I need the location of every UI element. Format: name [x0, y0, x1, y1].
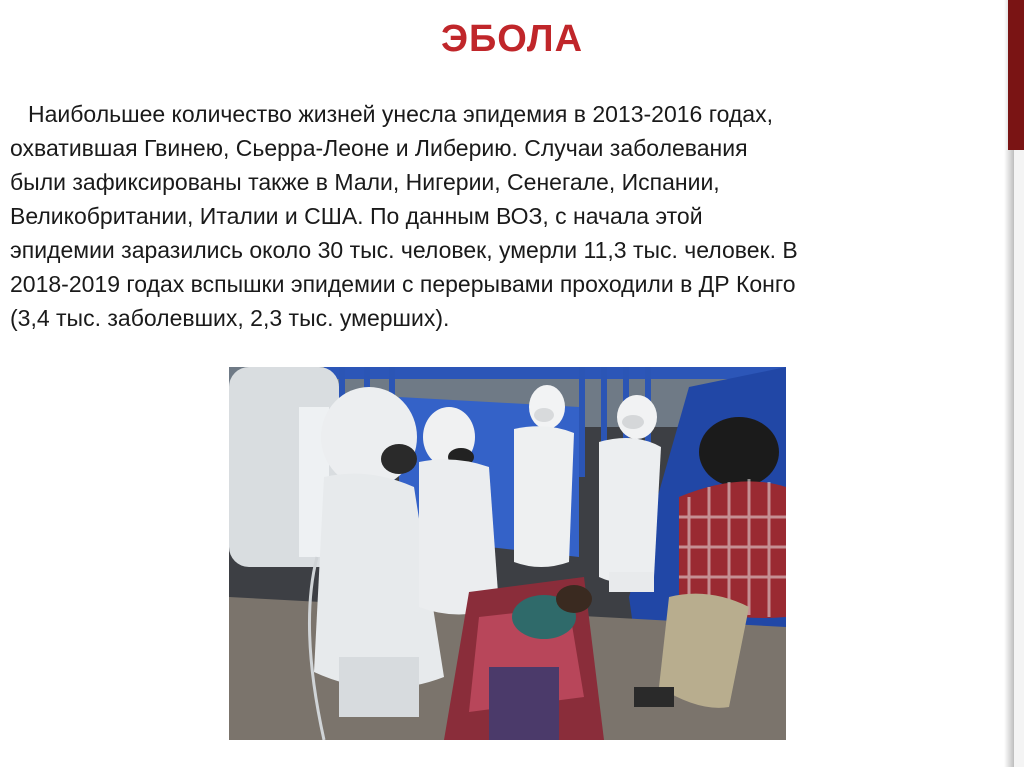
- ebola-treatment-photo: [229, 367, 786, 740]
- slide-title: ЭБОЛА: [440, 18, 584, 60]
- photo-medical-workers-icon: [229, 367, 786, 740]
- slide-paragraph: Наибольшее количество жизней унесла эпидемия в 2013-2016 годах, охватившая Гвинею, Сьерра-Леоне и Либерию. Случаи заболевания были зафиксированы также в Мали, Нигерии, Сенегале, Испании, Великобритании, Италии и США. По данным ВОЗ, с начала этой эпидемии заразились около 30 тыс. человек, умерли 11,3 тыс. человек. В 2018-2019 годах вспышки эпидемии с перерывами проходили в ДР Конго (3,4 тыс. заболевших, 2,3 тыс. умерших).: [10, 101, 798, 331]
